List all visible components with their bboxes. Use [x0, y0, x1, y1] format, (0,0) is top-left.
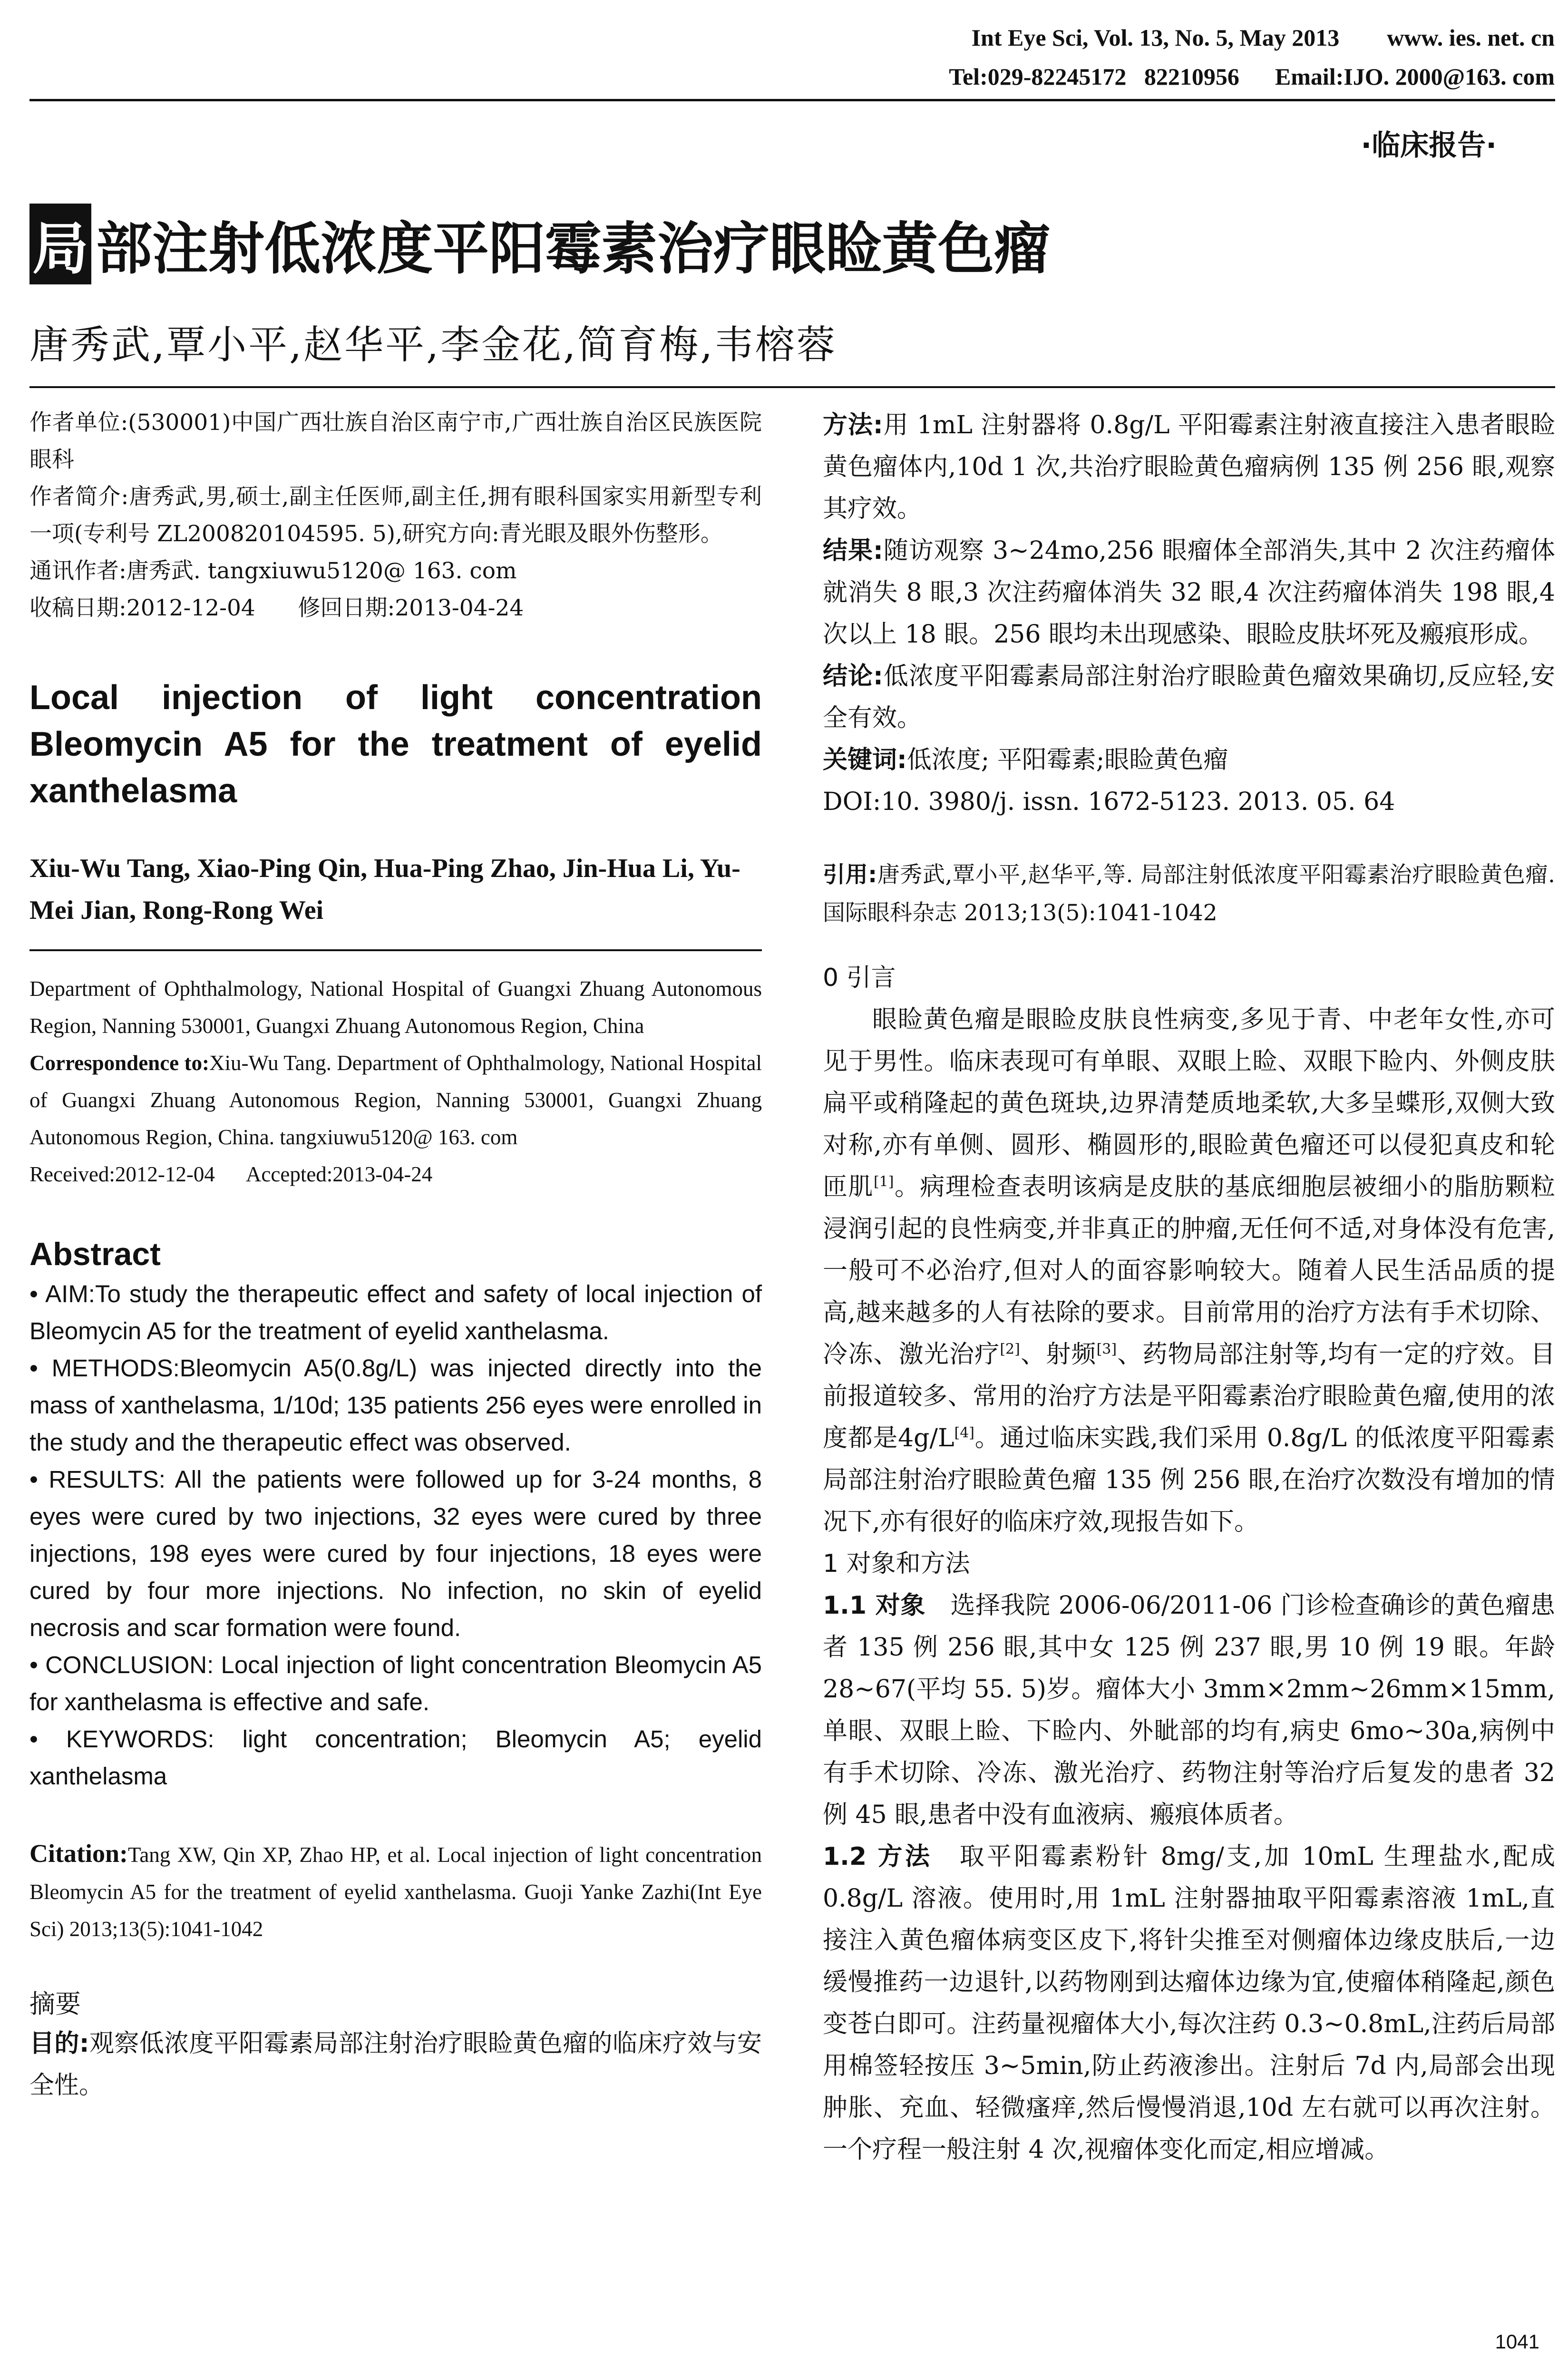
ref-3: [3] — [1096, 1341, 1117, 1358]
subsection-1-2-label: 1.2 方法 — [823, 1842, 933, 1871]
doi: DOI:10. 3980/j. issn. 1672-5123. 2013. 05. 64 — [823, 788, 1395, 816]
title-first-char: 局 — [29, 204, 91, 284]
english-authors: Xiu-Wu Tang, Xiao-Ping Qin, Hua-Ping Zhao, Jin-Hua Li, Yu-Mei Jian, Rong-Rong Wei — [29, 854, 740, 925]
zh-abstract-heading: 摘要 — [29, 1989, 81, 2019]
title-rest: 部注射低浓度平阳霉素治疗眼睑黄色瘤 — [96, 216, 1051, 282]
article-title — [29, 204, 1050, 284]
page-number: 1041 — [1495, 2330, 1539, 2353]
zh-conclusion-label: 结论: — [823, 662, 883, 691]
subsection-1-1 — [823, 1585, 1555, 1836]
zh-conclusion — [823, 655, 1555, 739]
subsection-1-1-text: 选择我院 2006-06/2011-06 门诊检查确诊的黄色瘤患者 135 例 256 眼,其中女 125 例 237 眼,男 10 例 19 眼。年龄 28~67(平均 55. 5)岁。瘤体大小 3mm×2mm~26mm×15mm,单眼、双眼上睑、下睑内、外眦部的均有,病史 6mo~30a,病例中有手术切除、冷冻、激光治疗、药物注射等治疗后复发的患者 32 例 45 眼,患者中没有血液病、瘢痕体质者。 — [823, 1591, 1555, 1829]
zh-keywords — [823, 739, 1555, 781]
zh-purpose-label: 目的: — [29, 2029, 89, 2058]
abstract-methods: • METHODS:Bleomycin A5(0.8g/L) was injected directly into the mass of xanthelasma, 1/10d; 135 patients 256 eyes were enrolled in the study and the therapeutic effect was observed. — [29, 1354, 762, 1456]
right-column — [823, 404, 1555, 2171]
intro-text-2: 。病理检查表明该病是皮肤的基底细胞层被细小的脂肪颗粒浸润引起的良性病变,并非真正的肿瘤,无任何不适,对身体没有危害,一般可不必治疗,但对人的面容影响较大。随着人民生活品质的提高,越来越多的人有祛除的要求。目前常用的治疗方法有手术切除、冷冻、激光治疗 — [823, 1173, 1555, 1369]
zh-citation-text: 唐秀武,覃小平,赵华平,等. 局部注射低浓度平阳霉素治疗眼睑黄色瘤. 国际眼科杂志 2013;13(5):1041-1042 — [823, 862, 1555, 926]
ref-1: [1] — [873, 1173, 894, 1190]
abstract-conclusion: • CONCLUSION: Local injection of light concentration Bleomycin A5 for xanthelasma is effective and safe. — [29, 1651, 762, 1715]
intro-text-5: 。通过临床实践,我们采用 0.8g/L 的低浓度平阳霉素局部注射治疗眼睑黄色瘤 135 例 256 眼,在治疗次数没有增加的情况下,亦有很好的临床疗效,现报告如下。 — [823, 1424, 1555, 1536]
ref-2: [2] — [1000, 1341, 1020, 1358]
section-tag: ·临床报告· — [1361, 129, 1497, 162]
citation-en — [29, 1835, 762, 1948]
intro-text-3: 、射频 — [1020, 1340, 1097, 1369]
zh-purpose — [29, 2023, 762, 2106]
abstract-results: • RESULTS: All the patients were followed up for 3-24 months, 8 eyes were cured by two injections, 32 eyes were cured by three injections, 198 eyes were cured by four injections, 18 eyes were cured by four more injections. No infection, no skin of eyelid necrosis and scar formation were found. — [29, 1466, 762, 1641]
intro-text-1: 眼睑黄色瘤是眼睑皮肤良性病变,多见于青、中老年女性,亦可见于男性。临床表现可有单眼、双眼上睑、双眼下睑内、外侧皮肤扁平或稍隆起的黄色斑块,边界清楚质地柔软,大多呈蝶形,双侧大致对称,亦有单侧、圆形、椭圆形的,眼睑黄色瘤还可以侵犯真皮和轮匝肌 — [823, 1005, 1555, 1201]
intro-paragraph — [823, 999, 1555, 1543]
abstract-aim: • AIM:To study the therapeutic effect and safety of local injection of Bleomycin A5 for the treatment of eyelid xanthelasma. — [29, 1280, 762, 1344]
zh-result-text: 随访观察 3~24mo,256 眼瘤体全部消失,其中 2 次注药瘤体就消失 8 眼,3 次注药瘤体消失 32 眼,4 次注药瘤体消失 198 眼,4 次以上 18 眼。256 眼均未出现感染、眼睑皮肤坏死及瘢痕形成。 — [823, 536, 1556, 649]
correspondence-en — [29, 1044, 762, 1156]
journal-header-line2: Tel:029-82245172 82210956 Email:IJO. 2000@163. com — [949, 63, 1555, 90]
citation-label: Citation: — [29, 1839, 128, 1868]
authors-cn: 唐秀武,覃小平,赵华平,李金花,简育梅,韦榕蓉 — [29, 322, 838, 368]
english-authors-rule — [29, 949, 762, 951]
ref-4: [4] — [954, 1424, 975, 1442]
subsection-1-2 — [823, 1836, 1555, 2171]
correspondence-cn: 通讯作者:唐秀武. tangxiuwu5120@ 163. com — [29, 558, 517, 584]
citation-text: Tang XW, Qin XP, Zhao HP, et al. Local injection of light concentration Bleomycin A5 for the treatment of eyelid xanthelasma. Guoji Yanke Zazhi(Int Eye Sci) 2013;13(5):1041-1042 — [29, 1843, 762, 1941]
correspondence-label: Correspondence to: — [29, 1051, 210, 1075]
zh-purpose-text: 观察低浓度平阳霉素局部注射治疗眼睑黄色瘤的临床疗效与安全性。 — [29, 2029, 762, 2100]
authors-rule — [29, 386, 1555, 388]
intro-heading: 0 引言 — [823, 964, 896, 992]
dates-cn: 收稿日期:2012-12-04 修回日期:2013-04-24 — [29, 595, 524, 621]
zh-citation-label: 引用: — [823, 862, 877, 888]
subsection-1-1-label: 1.1 对象 — [823, 1591, 925, 1620]
header-rule — [29, 99, 1555, 101]
english-title: Local injection of light concentration Bleomycin A5 for the treatment of eyelid xanthelasma — [29, 679, 762, 810]
zh-method-text: 用 1mL 注射器将 0.8g/L 平阳霉素注射液直接注入患者眼睑黄色瘤体内,10d 1 次,共治疗眼睑黄色瘤病例 135 例 256 眼,观察其疗效。 — [823, 411, 1556, 523]
department: Department of Ophthalmology, National Hospital of Guangxi Zhuang Autonomous Region, Nanning 530001, Guangxi Zhuang Autonomous Region, China — [29, 977, 762, 1038]
methods-heading: 1 对象和方法 — [823, 1549, 970, 1578]
zh-method — [823, 404, 1555, 530]
zh-result — [823, 530, 1555, 655]
zh-conclusion-text: 低浓度平阳霉素局部注射治疗眼睑黄色瘤效果确切,反应轻,安全有效。 — [823, 662, 1556, 732]
abstract-heading: Abstract — [29, 1236, 161, 1272]
subsection-1-2-text: 取平阳霉素粉针 8mg/支,加 10mL 生理盐水,配成 0.8g/L 溶液。使用时,用 1mL 注射器抽取平阳霉素溶液 1mL,直接注入黄色瘤体病变区皮下,将针尖推至对侧瘤体边缘皮肤后,一边缓慢推药一边退针,以药物刚到达瘤体边缘为宜,使瘤体稍隆起,颜色变苍白即可。注药量视瘤体大小,每次注药 0.3~0.8mL,注药后局部用棉签轻按压 3~5min,防止药液渗出。注射后 7d 内,局部会出现肿胀、充血、轻微瘙痒,然后慢慢消退,10d 左右就可以再次注射。一个疗程一般注射 4 次,视瘤体变化而定,相应增减。 — [823, 1842, 1555, 2164]
journal-header-line1: Int Eye Sci, Vol. 13, No. 5, May 2013 www. ies. net. cn — [971, 24, 1555, 51]
zh-result-label: 结果: — [823, 536, 883, 565]
zh-keywords-text: 低浓度; 平阳霉素;眼睑黄色瘤 — [906, 746, 1228, 774]
correspondence-text: Xiu-Wu Tang. Department of Ophthalmology, National Hospital of Guangxi Zhuang Autonomous Region, Nanning 530001, Guangxi Zhuang Autonomous Region, China. tangxiuwu5120@ 163. com — [29, 1051, 762, 1149]
left-column — [29, 404, 762, 2106]
intro-text-4: 、药物局部注射等,均有一定的疗效。目前报道较多、常用的治疗方法是平阳霉素治疗眼睑黄色瘤,使用的浓度都是4g/L — [823, 1340, 1555, 1452]
abstract-keywords: • KEYWORDS: light concentration; Bleomycin A5; eyelid xanthelasma — [29, 1725, 762, 1790]
zh-method-label: 方法: — [823, 411, 883, 439]
zh-citation — [823, 856, 1555, 932]
zh-keywords-label: 关键词: — [823, 746, 907, 774]
received-dates: Received:2012-12-04 Accepted:2013-04-24 — [29, 1162, 433, 1186]
author-bio: 作者简介:唐秀武,男,硕士,副主任医师,副主任,拥有眼科国家实用新型专利一项(专利号 ZL200820104595. 5),研究方向:青光眼及眼外伤整形。 — [29, 484, 762, 547]
affiliation: 作者单位:(530001)中国广西壮族自治区南宁市,广西壮族自治区民族医院眼科 — [29, 409, 762, 473]
